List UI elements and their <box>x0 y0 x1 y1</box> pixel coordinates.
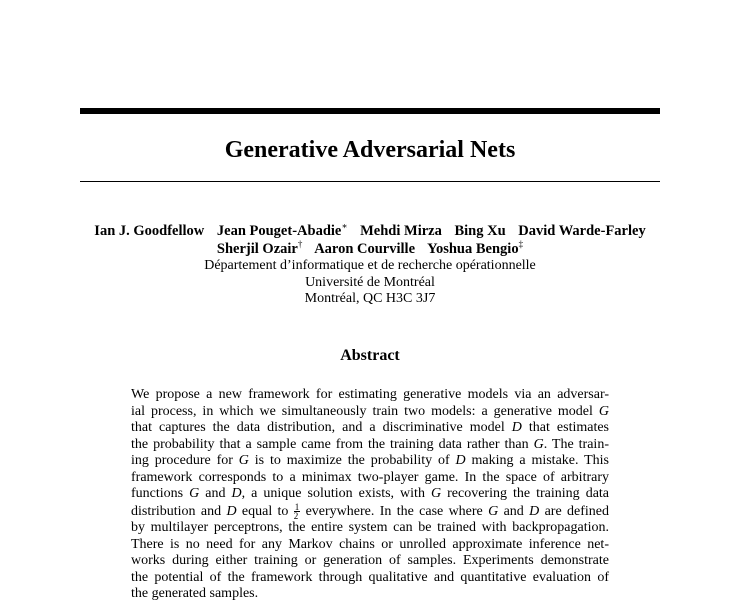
affiliation <box>80 258 660 308</box>
abstract-line: functions G and D, a unique solution exists, with G recovering the training data <box>131 486 610 501</box>
fraction-one-half: $\frac{1}{2}$ <box>293 501 300 521</box>
affiliation-department: Département d’informatique et de recherche opérationnelle <box>204 258 536 273</box>
abstract-line: by multilayer perceptrons, the entire system can be trained with backpropagation. <box>131 520 609 535</box>
abstract-heading: Abstract <box>340 347 400 364</box>
paper-title: Generative Adversarial Nets <box>224 137 516 163</box>
author: Aaron Courville <box>314 241 416 257</box>
abstract-line: There is no need for any Markov chains or unrolled approximate inference net- <box>131 536 609 552</box>
abstract-line: ing procedure for G is to maximize the probability of D making a mistake. This <box>131 453 609 468</box>
author: Sherjil Ozair† <box>216 239 303 257</box>
author: Jean Pouget-Abadie∗ <box>216 221 348 239</box>
top-rule <box>80 108 660 114</box>
author: David Warde-Farley <box>518 223 646 239</box>
affiliation-city: Montréal, QC H3C 3J7 <box>304 291 436 306</box>
abstract-line: We propose a new framework for estimating generative models via an adversar- <box>131 387 609 402</box>
abstract-line: the potential of the framework through qualitative and quantitative evaluation of <box>131 569 609 585</box>
author-line-1 <box>40 222 700 240</box>
affiliation-university: Université de Montréal <box>305 274 435 290</box>
author-list <box>40 222 700 258</box>
abstract-line: works during either training or generation of samples. Experiments demonstrate <box>131 553 609 568</box>
abstract-line: that captures the data distribution, and a discriminative model D that estimates <box>131 420 610 435</box>
abstract-line: the generated samples. <box>131 586 259 601</box>
abstract-line: ial process, in which we simultaneously train two models: a generative model G <box>131 403 609 419</box>
abstract-line: framework corresponds to a minimax two-player game. In the space of arbitrary <box>131 469 609 485</box>
abstract-body <box>131 387 609 603</box>
author: Bing Xu <box>454 223 506 239</box>
title-rule <box>80 181 660 182</box>
abstract-line: distribution and D equal to $\frac{1}{2}$ everywhere. In the case where G and D are defined <box>131 501 609 521</box>
author: Ian J. Goodfellow <box>94 223 205 239</box>
author: Mehdi Mirza <box>360 223 442 239</box>
author-line-2 <box>40 240 700 258</box>
abstract-line: the probability that a sample came from the training data rather than G. The train- <box>131 436 609 452</box>
author: Yoshua Bengio‡ <box>427 239 524 257</box>
